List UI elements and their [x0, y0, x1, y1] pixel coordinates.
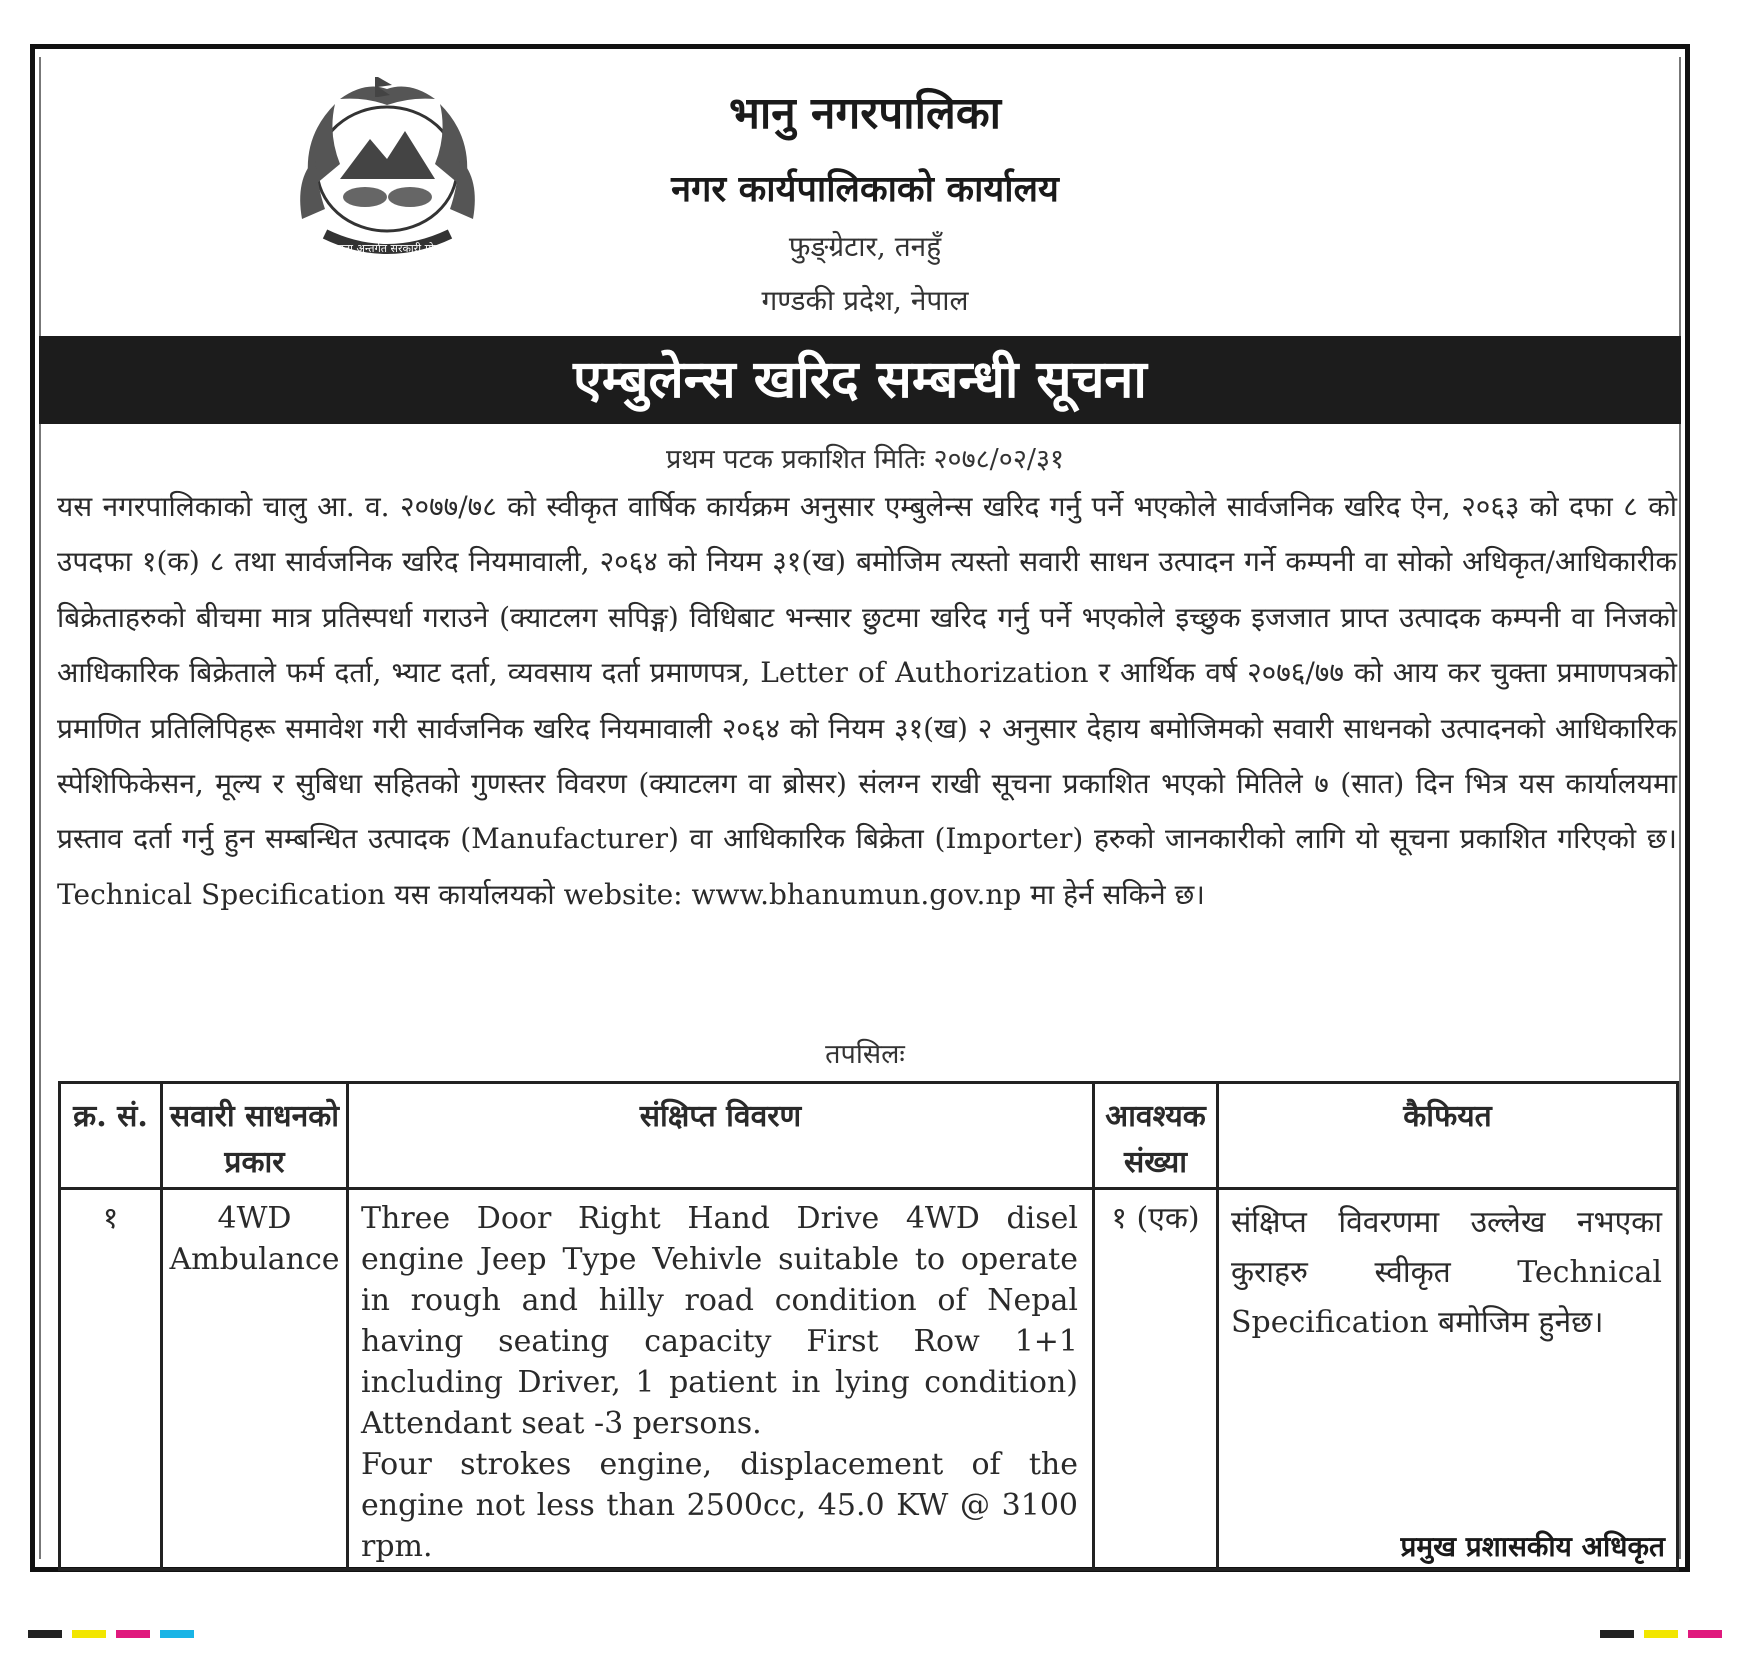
notice-body: यस नगरपालिकाको चालु आ. व. २०७७/७८ को स्वीकृत वार्षिक कार्यक्रम अनुसार एम्बुलेन्स खरिद गर्नु पर्ने भएकोले सार्वजनिक खरिद ऐन, २०६३ को दफा ८ को उपदफा १(क) ८ तथा सार्वजनिक खरिद नियमावाली, २०६४ को नियम ३१(ख) बमोजिम त्यस्तो सवारी साधन उत्पादन गर्ने कम्पनी वा सोको अधिकृत/आधिकारीक बिक्रेताहरुको बीचमा मात्र प्रतिस्पर्धा गराउने (क्याटलग सपिङ्ग) विधिबाट भन्सार छुटमा खरिद गर्नु पर्ने भएकोले इच्छुक इजजात प्राप्त उत्पादक कम्पनी वा निजको आधिकारिक बिक्रेताले फर्म दर्ता, भ्याट दर्ता, व्यवसाय दर्ता प्रमाणपत्र, Letter of Authorization र आर्थिक वर्ष २०७६/७७ को आय कर चुक्ता प्रमाणपत्रको प्रमाणित प्रतिलिपिहरू समावेश गरी सार्वजनिक खरिद नियमावाली २०६४ को नियम ३१(ख) २ अनुसार देहाय बमोजिमको सवारी साधनको उत्पादनको आधिकारिक स्पेशिफिकेसन, मूल्य र सुबिधा सहितको गुणस्तर विवरण (क्याटलग वा ब्रोसर) संलग्न राखी सूचना प्रकाशित भएको मितिले ७ (सात) दिन भित्र यस कार्यालयमा प्रस्ताव दर्ता गर्नु हुन सम्बन्धित उत्पादक (Manufacturer) वा आधिकारिक बिक्रेता (Importer) हरुको जानकारीको लागि यो सूचना प्रकाशित गरिएको छ। Technical Specification यस कार्यालयको website: www.bhanumun.gov.np मा हेर्न सकिने छ।	[57, 490, 1677, 911]
header-quantity: आवश्यक संख्या	[1094, 1083, 1218, 1189]
cell-quantity: १ (एक)	[1094, 1189, 1218, 1570]
table-row	[60, 1189, 1678, 1570]
cell-description	[348, 1189, 1094, 1570]
org-name: भानु नगरपालिका	[728, 88, 1002, 139]
table-header-row	[60, 1083, 1678, 1189]
print-mark-black	[1600, 1630, 1634, 1638]
items-table	[58, 1081, 1679, 1571]
cell-remarks: संक्षिप्त विवरणमा उल्लेख नभएका कुराहरु स्वीकृत Technical Specification बमोजिम हुनेछ।	[1218, 1189, 1678, 1570]
print-mark-magenta	[116, 1630, 150, 1638]
header-remarks: कैफियत	[1218, 1083, 1678, 1189]
cell-vehicle-type: 4WD Ambulance	[162, 1189, 348, 1570]
office-name: नगर कार्यपालिकाको कार्यालय	[671, 168, 1059, 210]
address-line-2: गण्डकी प्रदेश, नेपाल	[761, 284, 969, 317]
print-mark-yellow	[1644, 1630, 1678, 1638]
print-registration-marks-right	[1600, 1630, 1751, 1638]
signature: प्रमुख प्रशासकीय अधिकृत	[1400, 1530, 1665, 1563]
description-part-1: Three Door Right Hand Drive 4WD disel engine Jeep Type Vehivle suitable to operate in rough and hilly road condition of Nepal having seating capacity First Row 1+1 including Driver, 1 patient in lying condition) Attendant seat -3 persons.	[361, 1201, 1078, 1441]
print-mark-magenta	[1688, 1630, 1722, 1638]
header-description: संक्षिप्त विवरण	[348, 1083, 1094, 1189]
svg-text:जनता अन्तर्गत सरकारी मोहर: जनता अन्तर्गत सरकारी मोहर	[329, 242, 445, 255]
header-sn: क्र. सं.	[60, 1083, 162, 1189]
print-mark-yellow	[72, 1630, 106, 1638]
publication-date: प्रथम पटक प्रकाशित मितिः २०७८/०२/३१	[665, 444, 1065, 475]
notice-frame	[30, 44, 1690, 1572]
print-mark-cyan	[160, 1630, 194, 1638]
header	[35, 49, 1685, 335]
cell-sn: १	[60, 1189, 162, 1570]
address-line-1: फुङ्ग्रेटार, तनहुँ	[788, 230, 942, 263]
schedule-label: तपसिलः	[825, 1039, 905, 1070]
print-mark-black	[28, 1630, 62, 1638]
header-vehicle-type: सवारी साधनको प्रकार	[162, 1083, 348, 1189]
print-registration-marks-left	[28, 1630, 228, 1638]
description-part-2: Four strokes engine, displacement of the engine not less than 2500cc, 45.0 KW @ 3100 rpm.	[361, 1447, 1078, 1564]
notice-title: एम्बुलेन्स खरिद सम्बन्धी सूचना	[39, 336, 1681, 424]
